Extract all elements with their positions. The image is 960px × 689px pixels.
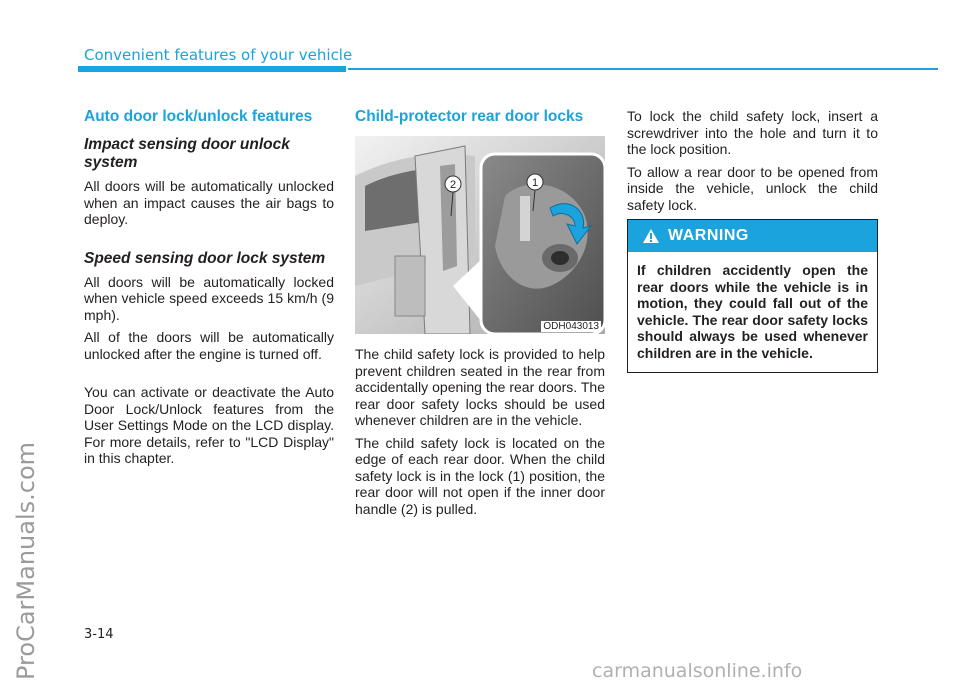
header-rule-thick bbox=[78, 66, 346, 72]
child-lock-location-text: The child safety lock is located on the edge of each rear door. When the child safety lock is in the lock (1) position, the rear door will not open if the inner door handle (2) is pulled. bbox=[355, 434, 605, 517]
side-watermark: ProCarManuals.com bbox=[12, 441, 40, 680]
impact-sensing-subheading: Impact sensing door unlock system bbox=[84, 136, 290, 171]
column-middle bbox=[355, 108, 605, 523]
child-protector-heading: Child-protector rear door locks bbox=[355, 108, 584, 125]
warning-title: WARNING bbox=[668, 227, 749, 244]
column-left bbox=[84, 108, 334, 473]
column-right bbox=[627, 108, 878, 373]
engine-off-unlock-text: All of the doors will be automatically unlocked after the engine is turned off. bbox=[84, 329, 334, 362]
figure-code: ODH043013 bbox=[543, 321, 599, 332]
warning-header bbox=[628, 220, 877, 252]
lock-instructions-text: To lock the child safety lock, insert a screwdriver into the hole and turn it to the lock position. bbox=[627, 108, 878, 157]
warning-text: If children accidently open the rear doors while the vehicle is in motion, they could fall out of the vehicle. The rear door safety locks should always be used whenever children are in the vehicle. bbox=[637, 262, 868, 361]
unlock-instructions-text: To allow a rear door to be opened from inside the vehicle, unlock the child safety lock. bbox=[627, 163, 878, 213]
warning-box bbox=[627, 219, 878, 373]
callout-1: 1 bbox=[531, 177, 539, 189]
section-title: Convenient features of your vehicle bbox=[84, 46, 353, 64]
auto-door-lock-heading: Auto door lock/unlock features bbox=[84, 108, 313, 125]
footer-site-watermark: carmanualsonline.info bbox=[592, 660, 803, 682]
impact-sensing-text: All doors will be automatically unlocked when an impact causes the air bags to deploy. bbox=[84, 178, 334, 227]
child-lock-illustration bbox=[355, 136, 605, 334]
child-lock-purpose-text: The child safety lock is provided to help prevent children seated in the rear from accidentally opening the rear doors. The rear door safety locks should be used whenever children are in the vehicle. bbox=[355, 346, 605, 428]
page-number: 3-14 bbox=[84, 627, 114, 642]
callout-2: 2 bbox=[449, 179, 457, 191]
warning-triangle-icon bbox=[642, 228, 660, 244]
speed-sensing-text: All doors will be automatically locked when vehicle speed exceeds 15 km/h (9 mph). bbox=[84, 273, 334, 323]
speed-sensing-subheading: Speed sensing door lock system bbox=[84, 249, 326, 267]
user-settings-text: You can activate or deactivate the Auto Door Lock/Unlock features from the User Settings Mode on the LCD display. For more details, refer to "LCD Display" in this chapter. bbox=[84, 384, 334, 466]
header-rule-thin bbox=[348, 68, 938, 70]
rear-door-drawing bbox=[355, 136, 605, 334]
